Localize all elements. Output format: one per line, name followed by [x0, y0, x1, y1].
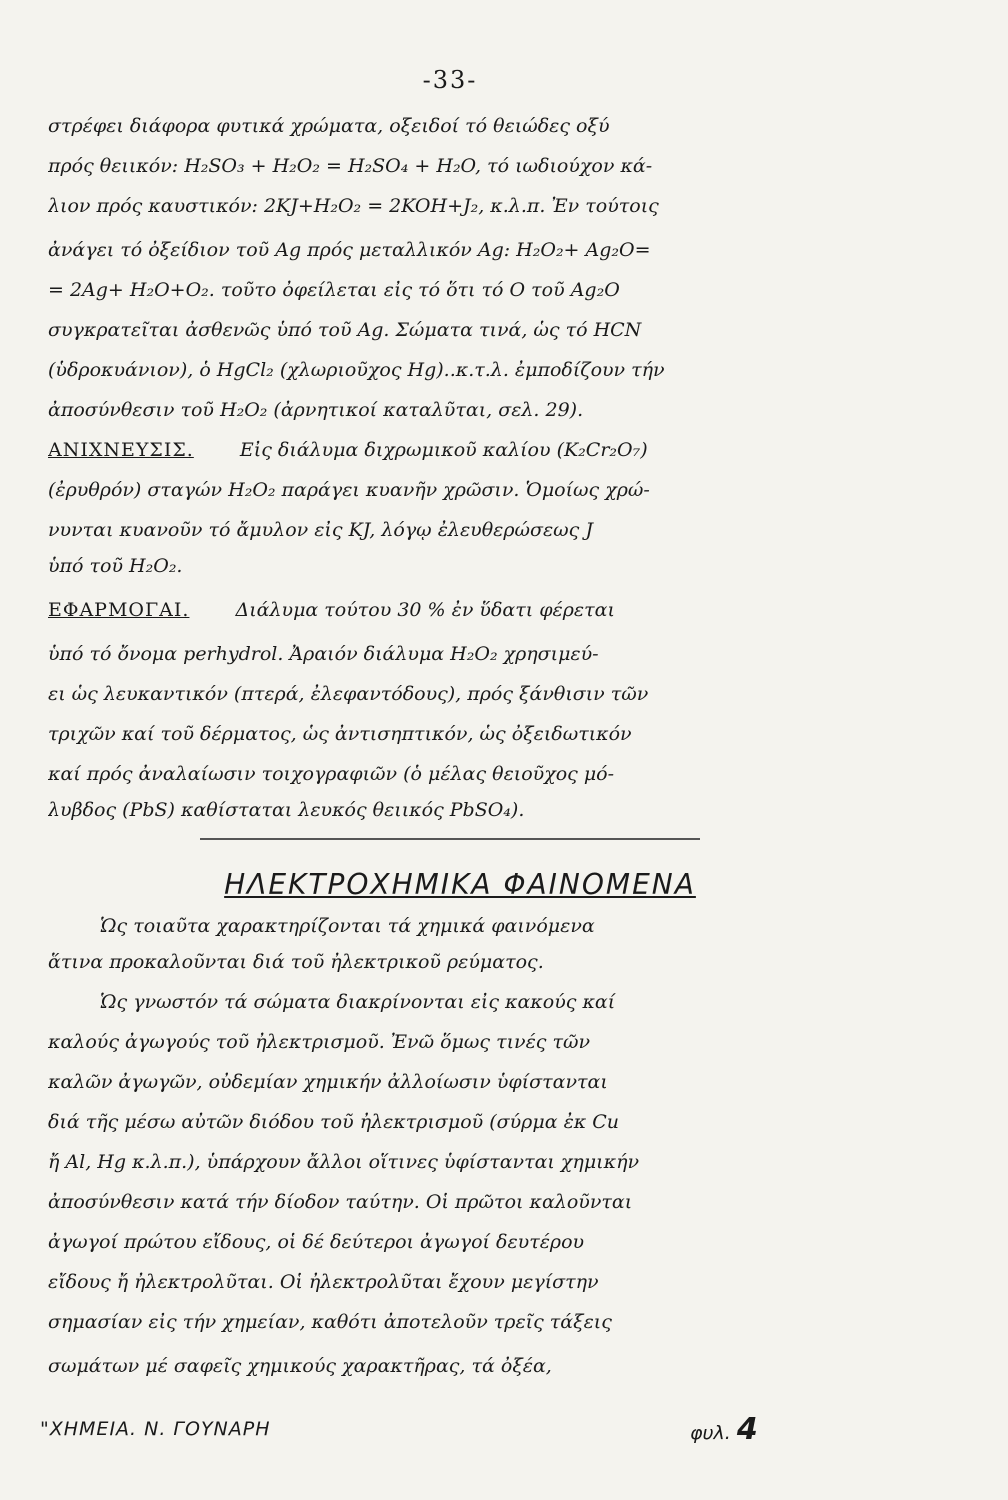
text-line: συγκρατεῖται ἀσθενῶς ὑπό τοῦ Ag. Σώματα τινά, ὡς τό HCN: [48, 319, 642, 341]
detection-first-line: [48, 436, 838, 466]
text-line: ἤ Al, Hg κ.λ.π.), ὑπάρχουν ἄλλοι οἵτινες ὑφίστανται χημικήν: [48, 1151, 640, 1173]
footer-sheet-value: 4: [736, 1412, 758, 1447]
text-line: = 2Ag+ H₂O+O₂. τοῦτο ὀφείλεται εἰς τό ὅτι τό O τοῦ Ag₂O: [48, 279, 620, 301]
text-line: ὑπό τοῦ H₂O₂.: [48, 555, 183, 577]
text-line: Ὡς γνωστόν τά σώματα διακρίνονται εἰς κακούς καί: [100, 991, 616, 1013]
text-line: πρός θειικόν: H₂SO₃ + H₂O₂ = H₂SO₄ + H₂O, τό ιωδιούχον κά-: [48, 155, 653, 177]
text-line: ἀνάγει τό ὀξείδιον τοῦ Ag πρός μεταλλικόν Ag: H₂O₂+ Ag₂O=: [48, 239, 651, 261]
text-line: λυβδος (PbS) καθίσταται λευκός θειικός PbSO₄).: [48, 799, 525, 821]
text-line: ὑπό τό ὄνομα perhydrol. Ἀραιόν διάλυμα H₂O₂ χρησιμεύ-: [48, 643, 599, 665]
text-line: (ἐρυθρόν) σταγών H₂O₂ παράγει κυανῆν χρῶσιν. Ὁμοίως χρώ-: [48, 479, 650, 501]
text-line: ει ὡς λευκαντικόν (πτερά, ἐλεφαντόδους), πρός ξάνθισιν τῶν: [48, 683, 649, 705]
text-line: (ὑδροκυάνιον), ὁ HgCl₂ (χλωριοῦχος Hg)..κ.τ.λ. ἐμποδίζουν τήν: [48, 359, 665, 381]
text-line: εἴδους ἤ ἠλεκτρολῦται. Οἱ ἠλεκτρολῦται ἔχουν μεγίστην: [48, 1271, 599, 1293]
applications-heading: ΕΦΑΡΜΟΓΑΙ.: [48, 599, 190, 621]
text-line: καλῶν ἀγωγῶν, οὐδεμίαν χημικήν ἀλλοίωσιν ὑφίστανται: [48, 1071, 608, 1093]
text-line: τριχῶν καί τοῦ δέρματος, ὡς ἀντισηπτικόν, ὡς ὀξειδωτικόν: [48, 723, 632, 745]
footer-sheet-label: φυλ.: [690, 1422, 731, 1444]
page-number: -33-: [422, 66, 478, 94]
text-line: λιον πρός καυστικόν: 2KJ+H₂O₂ = 2KOH+J₂, κ.λ.π. Ἐν τούτοις: [48, 195, 659, 217]
applications-first-line: [48, 596, 838, 626]
text-line: νυνται κυανοῦν τό ἄμυλον εἰς KJ, λόγῳ ἐλευθερώσεως J: [48, 519, 593, 541]
text-line: ἀποσύνθεσιν τοῦ H₂O₂ (ἀρνητικοί καταλῦται, σελ. 29).: [48, 399, 584, 421]
text-line: διά τῆς μέσω αὐτῶν διόδου τοῦ ἠλεκτρισμοῦ (σύρμα ἐκ Cu: [48, 1111, 620, 1133]
footer-book-title: "ΧΗΜΕΙΑ. Ν. ΓΟΥΝΑΡΗ: [40, 1418, 271, 1440]
section-title: ΗΛΕΚΤΡΟΧΗΜΙΚΑ ΦΑΙΝΟΜΕΝΑ: [224, 868, 696, 901]
detection-first-text: Εἰς διάλυμα διχρωμικοῦ καλίου (K₂Cr₂O₇): [239, 439, 648, 461]
text-line: Ὡς τοιαῦτα χαρακτηρίζονται τά χημικά φαινόμενα: [100, 915, 595, 937]
detection-heading: ΑΝΙΧΝΕΥΣΙΣ.: [48, 439, 194, 461]
text-line: σωμάτων μέ σαφεῖς χημικούς χαρακτῆρας, τά ὀξέα,: [48, 1355, 552, 1377]
text-line: ἀποσύνθεσιν κατά τήν δίοδον ταύτην. Οἱ πρῶτοι καλοῦνται: [48, 1191, 633, 1213]
text-line: ἅτινα προκαλοῦνται διά τοῦ ἠλεκτρικοῦ ρεύματος.: [48, 951, 544, 973]
text-line: καλούς ἀγωγούς τοῦ ἠλεκτρισμοῦ. Ἐνῶ ὅμως τινές τῶν: [48, 1031, 591, 1053]
footer-sheet-number: [690, 1412, 758, 1447]
text-line: σημασίαν εἰς τήν χημείαν, καθότι ἀποτελοῦν τρεῖς τάξεις: [48, 1311, 612, 1333]
applications-first-text: Διάλυμα τούτου 30 % ἐν ὕδατι φέρεται: [235, 599, 615, 621]
text-line: ἀγωγοί πρώτου εἴδους, οἱ δέ δεύτεροι ἀγωγοί δευτέρου: [48, 1231, 585, 1253]
section-divider: [200, 838, 700, 840]
text-line: καί πρός ἀναλαίωσιν τοιχογραφιῶν (ὁ μέλας θειοῦχος μό-: [48, 763, 615, 785]
text-line: στρέφει διάφορα φυτικά χρώματα, οξειδοί τό θειώδες οξύ: [48, 115, 610, 137]
